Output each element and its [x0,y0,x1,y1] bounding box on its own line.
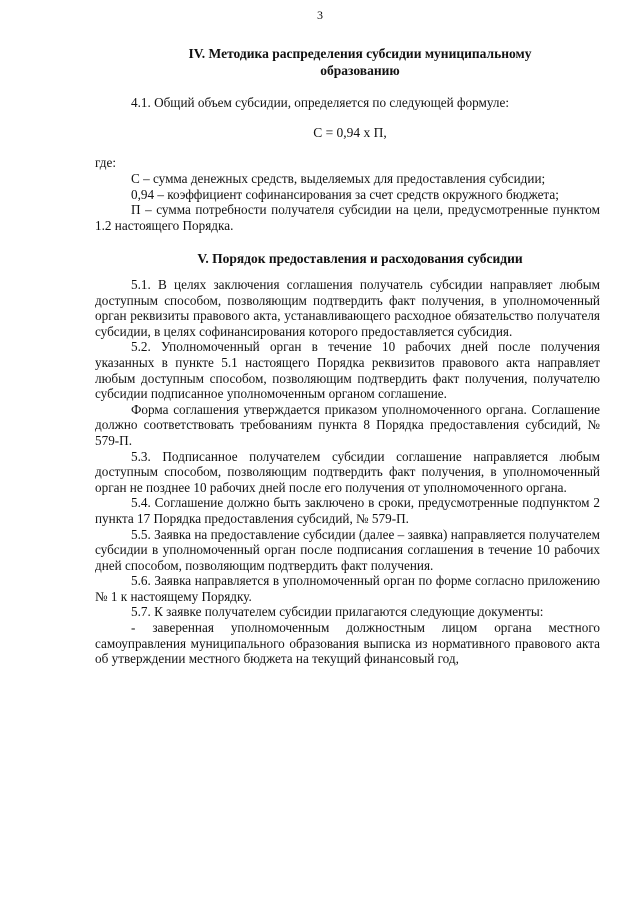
paragraph-5-2: 5.2. Уполномоченный орган в течение 10 рабочих дней после получения указанных в пункте 5.1 настоящего Порядка реквизитов правового акта направляет любым доступным способом, позволяющим подтвердить факт получения, получателю субсидии подписанное уполномоченным органом соглашение. [95,339,600,402]
section-5-title: V. Порядок предоставления и расходования субсидии [197,251,523,266]
section-4-title-line2: образованию [320,63,400,78]
where-label: где: [95,155,116,170]
paragraph-5-7-item: - заверенная уполномоченным должностным лицом органа местного самоуправления муниципального образования выписка из нормативного правового акта об утверждении местного бюджета на текущий финансовый год, [95,620,600,667]
paragraph-agreement-form: Форма соглашения утверждается приказом уполномоченного органа. Соглашение должно соответствовать требованиям пункта 8 Порядка предоставления субсидий, № 579-П. [95,401,600,448]
page-number: 3 [317,8,323,22]
definition-p: П – сумма потребности получателя субсидии на цели, предусмотренные пунктом 1.2 настоящего Порядка. [95,202,600,233]
paragraph-5-6: 5.6. Заявка направляется в уполномоченный орган по форме согласно приложению № 1 к настоящему Порядку. [95,573,600,604]
paragraph-5-7: 5.7. К заявке получателем субсидии прилагаются следующие документы: [131,604,544,620]
section-4-title [0,45,640,79]
paragraph-5-3: 5.3. Подписанное получателем субсидии соглашение направляется любым доступным способом, позволяющим подтвердить факт получения, в уполномоченный орган не позднее 10 рабочих дней после его получения от уполномоченного органа. [95,448,600,495]
section-5-body [95,277,600,667]
section-4-title-line1: IV. Методика распределения субсидии муниципальному [188,46,532,61]
paragraph-5-5: 5.5. Заявка на предоставление субсидии (далее – заявка) направляется получателем субсидии в уполномоченный орган после подписания соглашения в течение 10 рабочих дней способом, позволяющим подтвердить факт получения. [95,526,600,573]
paragraph-4-1-text: 4.1. Общий объем субсидии, определяется по следующей формуле: [131,95,509,110]
definitions [95,171,600,233]
definition-coefficient: 0,94 – коэффициент софинансирования за счет средств окружного бюджета; [131,186,559,202]
paragraph-4-1 [95,95,600,111]
formula: С = 0,94 х П, [313,125,387,140]
paragraph-5-1: 5.1. В целях заключения соглашения получатель субсидии направляет любым доступным способом, позволяющим подтвердить факт получения, в уполномоченный орган реквизиты правового акта, устанавливающего расходное обязательство получателя субсидии, в целях софинансирования которого предоставляется субсидия. [95,277,600,339]
paragraph-5-4: 5.4. Соглашение должно быть заключено в сроки, предусмотренные подпунктом 2 пункта 17 Порядка предоставления субсидий, № 579-П. [95,495,600,526]
definition-c: С – сумма денежных средств, выделяемых для предоставления субсидии; [131,171,546,186]
